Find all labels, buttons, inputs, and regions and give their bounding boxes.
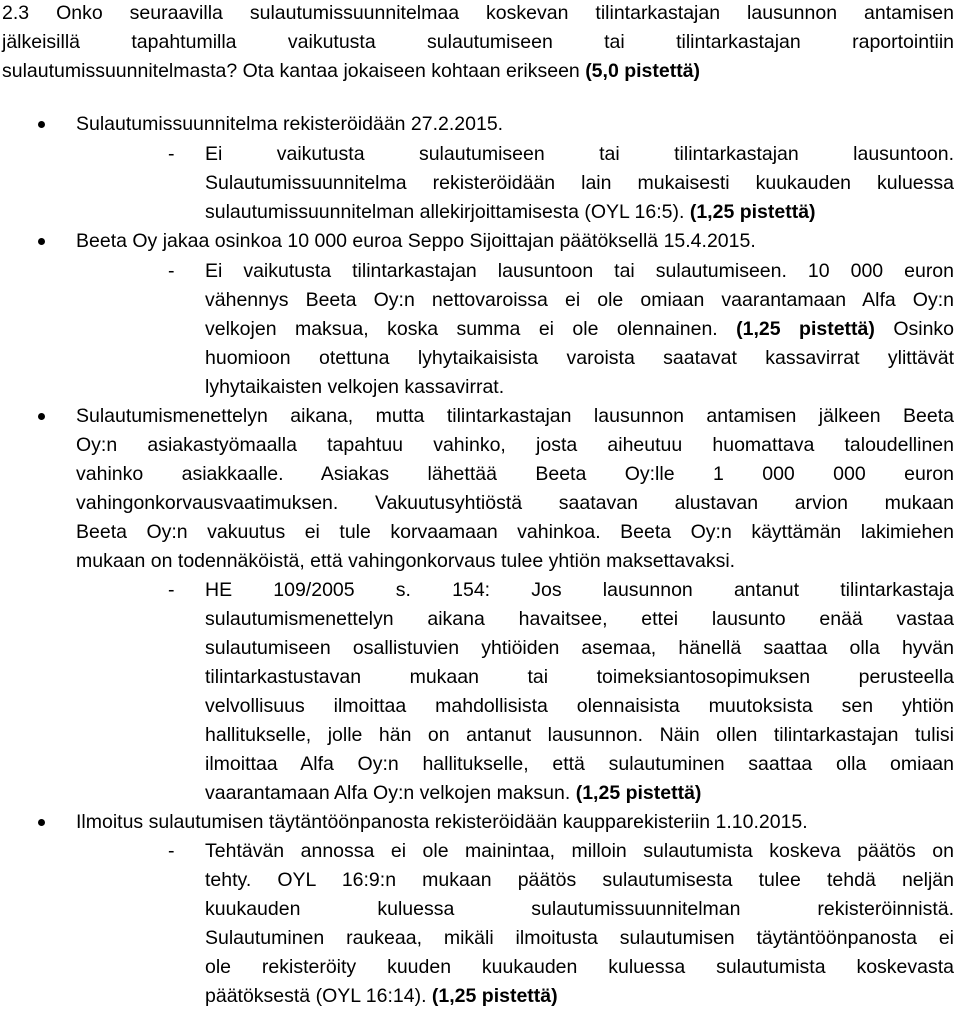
bullet-icon [38,819,45,826]
item-2-dash: - [168,260,175,282]
item-1-bullet-text: Sulautumissuunnitelma rekisteröidään 27.2.2015. [76,113,504,135]
item-3-sub-line-4: tilintarkastustavan mukaan tai toimeksiantosopimuksen perusteella [205,666,954,688]
question-line-1: 2.3 Onko seuraavilla sulautumissuunnitelmaa koskevan tilintarkastajan lausunnon antamisen [2,2,954,24]
item-2-sub-line-3: velkojen maksua, koska summa ei ole olennainen. (1,25 pistettä) Osinko [205,318,955,340]
points-label: (5,0 pistettä) [585,60,701,82]
item-4-dash: - [168,840,175,862]
item-2-sub-line-5: lyhytaikaisten velkojen kassavirrat. [205,376,505,398]
points-label: (1,25 pistettä) [575,782,702,804]
item-3-bullet-line-2: Oy:n asiakastyömaalla tapahtuu vahinko, josta aiheutuu huomattava taloudellinen [76,434,954,456]
item-4-sub-line-6: päätöksestä (OYL 16:14). (1,25 pistettä) [205,985,558,1007]
question-line-2: jälkeisillä tapahtumilla vaikutusta sulautumiseen tai tilintarkastajan raportointiin [2,31,954,53]
item-3-sub-line-3: sulautumiseen osallistuvien yhtiöiden asemaa, hänellä saattaa olla hyvän [205,637,954,659]
item-4-sub-line-4: Sulautuminen raukeaa, mikäli ilmoitusta sulautumisen täytäntöönpanosta ei [205,927,954,949]
points-label: (1,25 pistettä) [689,201,816,223]
points-label: (1,25 pistettä) [736,318,875,340]
item-3-sub-line-7: ilmoittaa Alfa Oy:n hallitukselle, että sulautuminen saattaa olla omiaan [205,753,954,775]
item-1-dash: - [168,143,175,165]
item-3-bullet-line-3: vahinko asiakkaalle. Asiakas lähettää Beeta Oy:lle 1 000 000 euron [76,463,954,485]
item-4-sub-line-5: ole rekisteröity kuuden kuukauden kuluessa sulautumista koskevasta [205,956,954,978]
item-3-sub-line-6: hallitukselle, jolle hän on antanut lausunnon. Näin ollen tilintarkastajan tulisi [205,724,954,746]
bullet-icon [38,413,45,420]
item-3-dash: - [168,579,175,601]
item-1-sub-line-3: sulautumissuunnitelman allekirjoittamisesta (OYL 16:5). (1,25 pistettä) [205,201,816,223]
item-1-sub-line-2: Sulautumissuunnitelma rekisteröidään lain mukaisesti kuukauden kuluessa [205,172,954,194]
item-3-sub-line-5: velvollisuus ilmoittaa mahdollisista olennaisista muutoksista sen yhtiön [205,695,954,717]
item-4-sub-line-2: tehty. OYL 16:9:n mukaan päätös sulautumisesta tulee tehdä neljän [205,869,954,891]
item-3-sub-line-1: HE 109/2005 s. 154: Jos lausunnon antanut tilintarkastaja [205,579,954,601]
item-1-sub-line-1: Ei vaikutusta sulautumiseen tai tilintarkastajan lausuntoon. [205,143,954,165]
item-4-sub-line-3: kuukauden kuluessa sulautumissuunnitelman rekisteröinnistä. [205,898,954,920]
item-4-bullet-text: Ilmoitus sulautumisen täytäntöönpanosta rekisteröidään kaupparekisteriin 1.10.2015. [76,811,808,833]
item-2-sub-line-2: vähennys Beeta Oy:n nettovaroissa ei ole omiaan vaarantamaan Alfa Oy:n [205,289,954,311]
item-3-bullet-line-1: Sulautumismenettelyn aikana, mutta tilintarkastajan lausunnon antamisen jälkeen Beeta [76,405,954,427]
points-label: (1,25 pistettä) [431,985,558,1007]
item-4-sub-line-1: Tehtävän annossa ei ole mainintaa, milloin sulautumista koskeva päätös on [205,840,954,862]
item-2-bullet-text: Beeta Oy jakaa osinkoa 10 000 euroa Seppo Sijoittajan päätöksellä 15.4.2015. [76,230,756,252]
bullet-icon [38,121,45,128]
item-3-bullet-line-5: Beeta Oy:n vakuutus ei tule korvaamaan vahinkoa. Beeta Oy:n käyttämän lakimiehen [76,521,954,543]
item-3-sub-line-2: sulautumismenettelyn aikana havaitsee, ettei lausunto enää vastaa [205,608,954,630]
question-line-3: sulautumissuunnitelmasta? Ota kantaa jokaiseen kohtaan erikseen (5,0 pistettä) [2,60,701,82]
item-3-bullet-line-4: vahingonkorvausvaatimuksen. Vakuutusyhtiöstä saatavan alustavan arvion mukaan [76,492,954,514]
item-2-sub-line-4: huomioon otettuna lyhytaikaisista varoista saatavat kassavirrat ylittävät [205,347,954,369]
bullet-icon [38,238,45,245]
item-2-sub-line-1: Ei vaikutusta tilintarkastajan lausuntoon tai sulautumiseen. 10 000 euron [205,260,954,282]
item-3-bullet-line-6: mukaan on todennäköistä, että vahingonkorvaus tulee yhtiön maksettavaksi. [76,550,736,572]
item-3-sub-line-8: vaarantamaan Alfa Oy:n velkojen maksun. (1,25 pistettä) [205,782,702,804]
